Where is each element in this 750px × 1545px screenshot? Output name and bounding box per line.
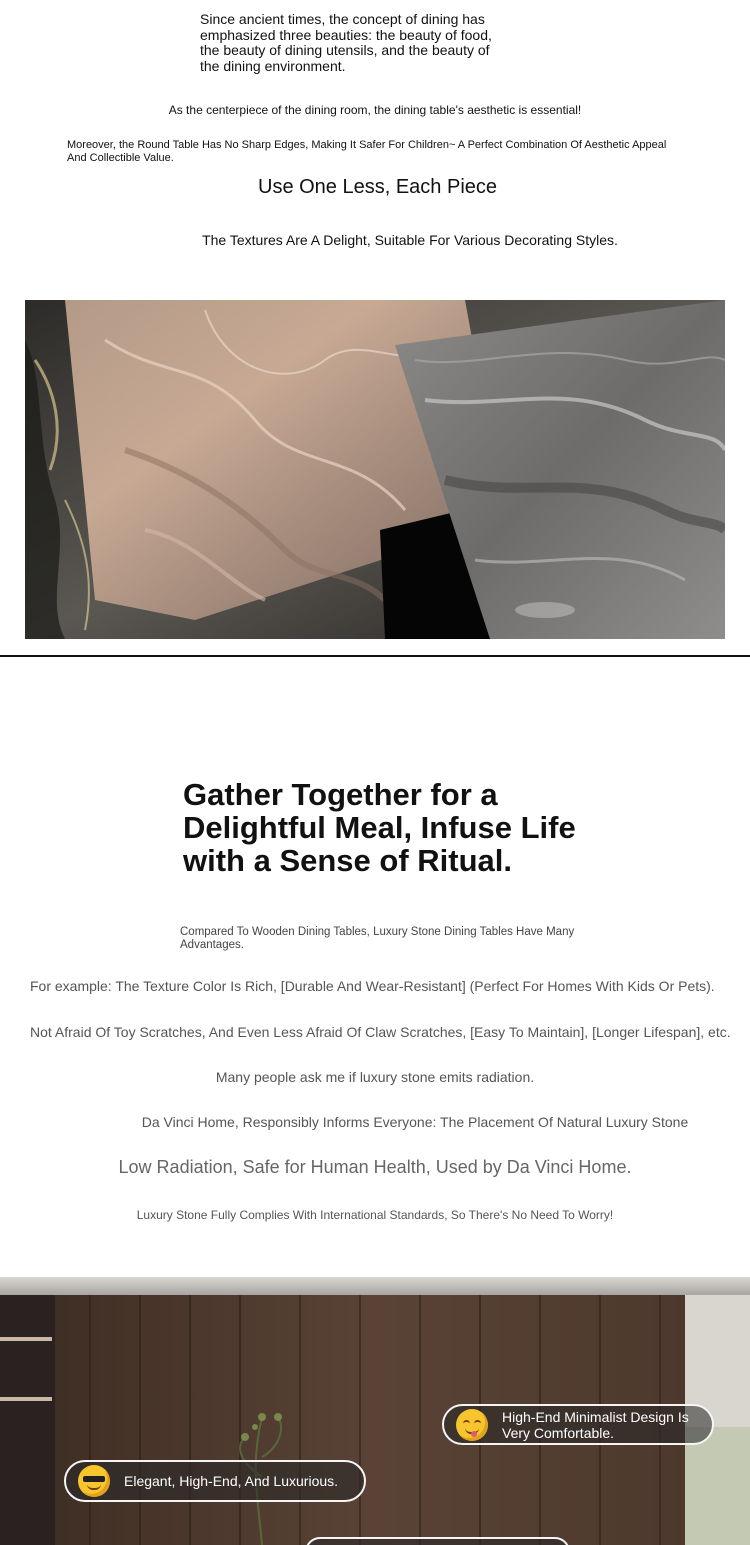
partial-badge bbox=[305, 1537, 570, 1545]
badge-text: Elegant, High-End, And Luxurious. bbox=[124, 1473, 339, 1489]
gather-together-headline: Gather Together for a Delightful Meal, Infuse Life with a Sense of Ritual. bbox=[183, 777, 576, 878]
centerpiece-text: As the centerpiece of the dining room, the dining table's aesthetic is essential! bbox=[168, 103, 582, 117]
sunglasses-face-emoji-icon bbox=[78, 1465, 110, 1497]
radiation-question-text: Many people ask me if luxury stone emits radiation. bbox=[215, 1069, 535, 1085]
yum-face-emoji-icon bbox=[456, 1409, 488, 1441]
use-one-less-heading: Use One Less, Each Piece bbox=[258, 176, 498, 198]
section-divider bbox=[0, 655, 750, 657]
texture-example-text: For example: The Texture Color Is Rich, [Durable And Wear-Resistant] (Perfect For Homes With Kids Or Pets). bbox=[30, 978, 715, 994]
round-table-safety-text: Moreover, the Round Table Has No Sharp Edges, Making It Safer For Children~ A Perfect Combination Of Aesthetic Appeal And Collectible Value. bbox=[67, 139, 667, 164]
minimalist-design-badge bbox=[442, 1404, 714, 1445]
textures-text: The Textures Are A Delight, Suitable For Various Decorating Styles. bbox=[202, 232, 618, 248]
elegant-luxurious-badge bbox=[64, 1460, 366, 1502]
comparison-text: Compared To Wooden Dining Tables, Luxury Stone Dining Tables Have Many Advantages. bbox=[180, 926, 575, 951]
low-radiation-text: Low Radiation, Safe for Human Health, Used by Da Vinci Home. bbox=[118, 1157, 632, 1177]
scratch-resistance-text: Not Afraid Of Toy Scratches, And Even Less Afraid Of Claw Scratches, [Easy To Maintain], [Longer Lifespan], etc. bbox=[30, 1024, 731, 1040]
standards-text: Luxury Stone Fully Complies With International Standards, So There's No Need To Worry! bbox=[136, 1208, 614, 1222]
marble-slabs-image bbox=[25, 300, 725, 639]
badge-text: High-End Minimalist Design Is Very Comfortable. bbox=[502, 1408, 689, 1441]
da-vinci-informs-text: Da Vinci Home, Responsibly Informs Everyone: The Placement Of Natural Luxury Stone bbox=[141, 1114, 689, 1130]
intro-paragraph: Since ancient times, the concept of dining has emphasized three beauties: the beauty of food, the beauty of dining utensils, and the beauty of the dining environment. bbox=[200, 11, 492, 74]
